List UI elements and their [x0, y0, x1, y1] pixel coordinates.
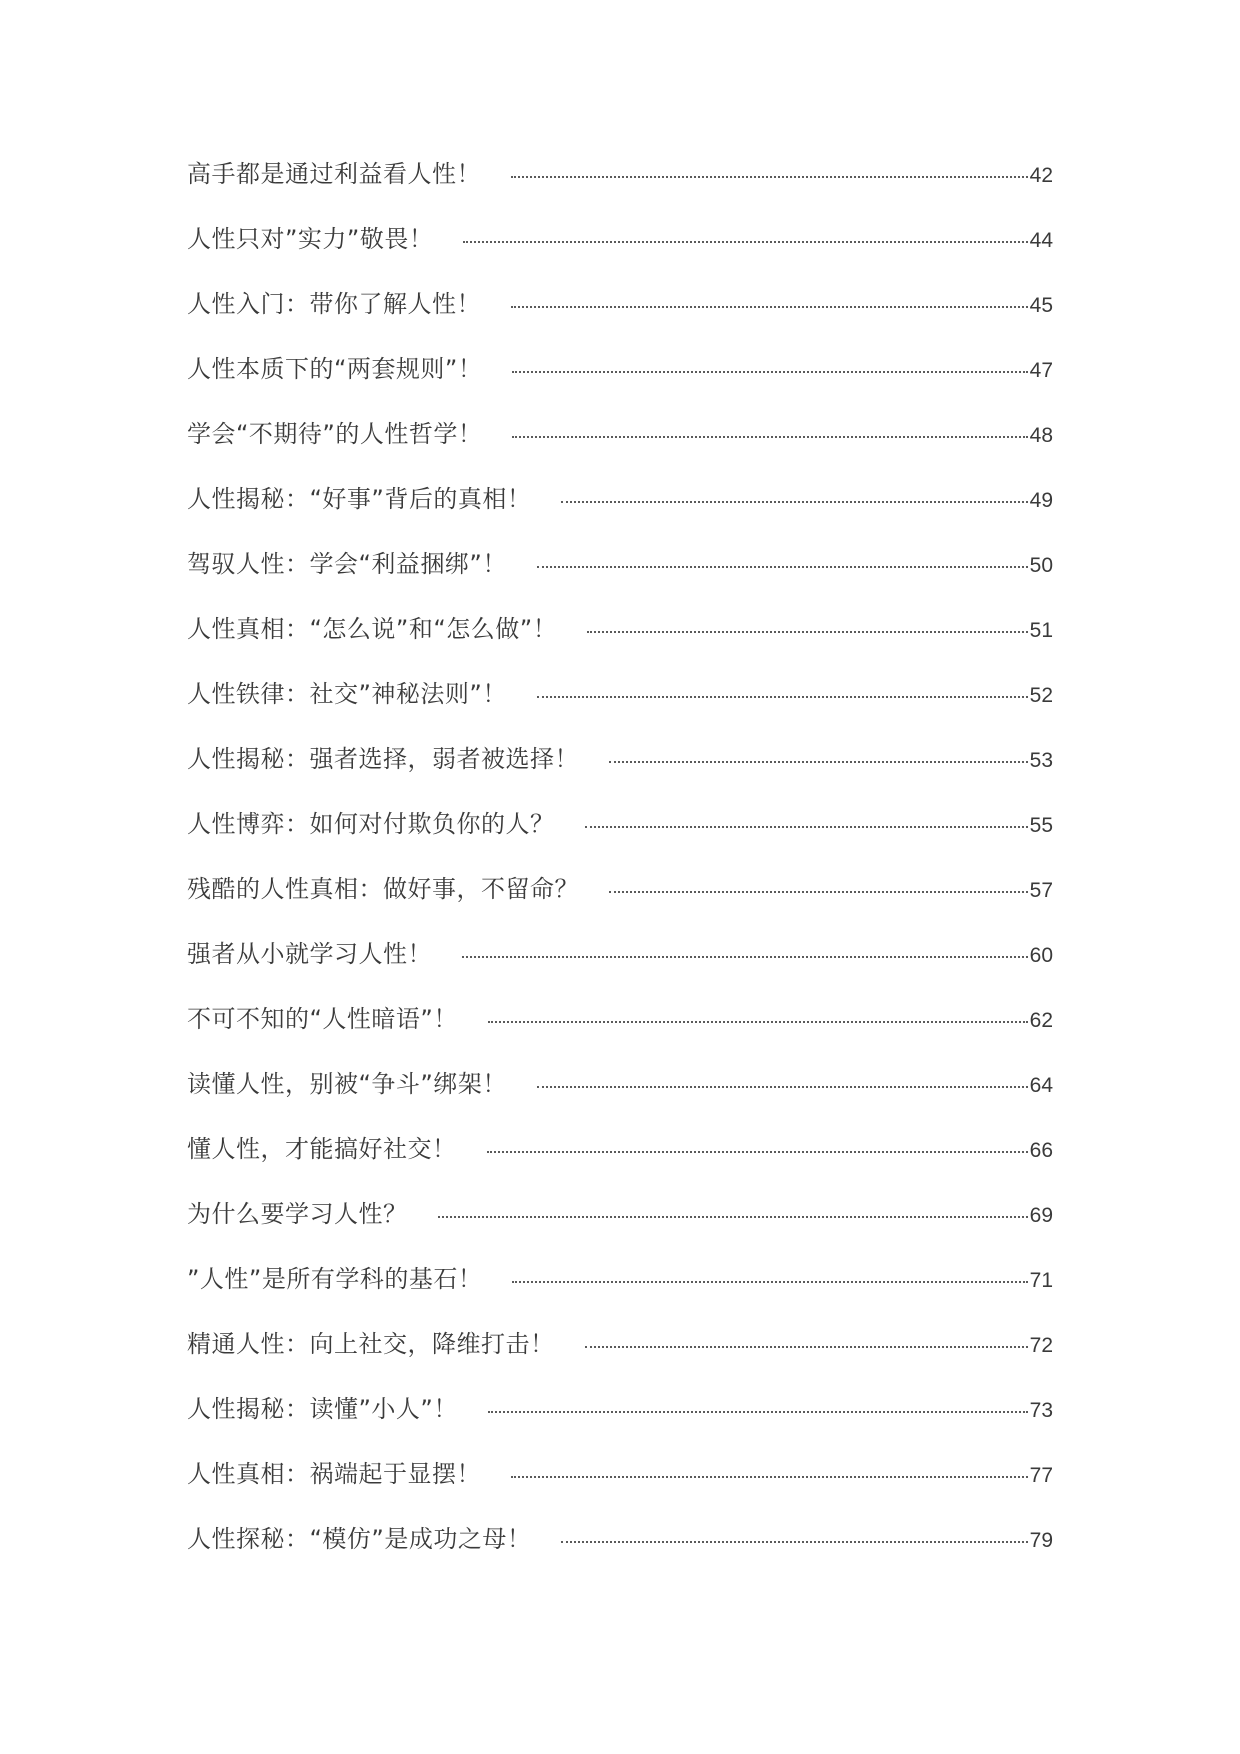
- toc-entry-title: 不可不知的“人性暗语”！: [187, 1005, 458, 1033]
- dot-leader: [512, 436, 1027, 438]
- toc-entry[interactable]: [187, 1003, 1053, 1068]
- dot-leader: [609, 891, 1028, 893]
- toc-entry[interactable]: [187, 288, 1053, 353]
- toc-entry[interactable]: [187, 1523, 1053, 1588]
- toc-entry-page: 52: [1029, 684, 1053, 707]
- toc-entry-page: 48: [1029, 424, 1053, 447]
- toc-entry-title: 人性真相：祸端起于显摆！: [187, 1460, 481, 1488]
- toc-entry[interactable]: [187, 483, 1053, 548]
- dot-leader: [585, 1346, 1028, 1348]
- toc-entry-page: 44: [1029, 229, 1053, 252]
- dot-leader: [585, 826, 1028, 828]
- toc-entry-title: 人性铁律：社交”神秘法则”！: [187, 680, 507, 708]
- toc-entry-page: 77: [1029, 1464, 1053, 1487]
- dot-leader: [587, 631, 1027, 633]
- toc-entry[interactable]: [187, 1198, 1053, 1263]
- dot-leader: [511, 176, 1028, 178]
- toc-entry[interactable]: [187, 1263, 1053, 1328]
- toc-entry-title: 学会“不期待”的人性哲学！: [187, 420, 483, 448]
- toc-entry-page: 53: [1029, 749, 1053, 772]
- dot-leader: [561, 501, 1027, 503]
- toc-entry-title: 驾驭人性：学会“利益捆绑”！: [187, 550, 507, 578]
- dot-leader: [488, 1411, 1028, 1413]
- toc-entry-title: 人性揭秘：强者选择，弱者被选择！: [187, 745, 579, 773]
- toc-entry-page: 79: [1029, 1529, 1053, 1552]
- toc-entry-page: 50: [1029, 554, 1053, 577]
- toc-entry-page: 62: [1029, 1009, 1053, 1032]
- dot-leader: [609, 761, 1028, 763]
- dot-leader: [463, 241, 1027, 243]
- dot-leader: [537, 696, 1028, 698]
- toc-entry-page: 71: [1029, 1269, 1053, 1292]
- toc-entry[interactable]: [187, 353, 1053, 418]
- dot-leader: [561, 1541, 1027, 1543]
- toc-entry[interactable]: [187, 548, 1053, 613]
- toc-entry-title: 人性只对”实力”敬畏！: [187, 225, 434, 253]
- toc-entry-title: 为什么要学习人性？: [187, 1200, 408, 1228]
- toc-entry-title: 精通人性：向上社交，降维打击！: [187, 1330, 555, 1358]
- toc-entry-title: 强者从小就学习人性！: [187, 940, 432, 968]
- dot-leader: [438, 1216, 1028, 1218]
- toc-entry-page: 57: [1029, 879, 1053, 902]
- toc-entry-page: 55: [1029, 814, 1053, 837]
- toc-entry-title: 残酷的人性真相：做好事，不留命？: [187, 875, 579, 903]
- dot-leader: [511, 1476, 1028, 1478]
- dot-leader: [512, 371, 1027, 373]
- toc-entry-page: 45: [1029, 294, 1053, 317]
- toc-entry-page: 64: [1029, 1074, 1053, 1097]
- toc-entry[interactable]: [187, 418, 1053, 483]
- toc-entry-title: 人性入门：带你了解人性！: [187, 290, 481, 318]
- toc-entry-title: 人性真相：“怎么说”和“怎么做”！: [187, 615, 558, 643]
- toc-entry[interactable]: [187, 678, 1053, 743]
- toc-entry-title: ”人性”是所有学科的基石！: [187, 1265, 483, 1293]
- toc-entry-title: 人性揭秘：读懂”小人”！: [187, 1395, 458, 1423]
- toc-entry[interactable]: [187, 223, 1053, 288]
- toc-entry[interactable]: [187, 808, 1053, 873]
- toc-entry[interactable]: [187, 938, 1053, 1003]
- toc-entry-page: 73: [1029, 1399, 1053, 1422]
- dot-leader: [487, 1151, 1028, 1153]
- toc-entry-page: 69: [1029, 1204, 1053, 1227]
- toc-entry-title: 人性本质下的“两套规则”！: [187, 355, 483, 383]
- toc-entry-title: 高手都是通过利益看人性！: [187, 160, 481, 188]
- dot-leader: [537, 1086, 1028, 1088]
- toc-entry-title: 人性探秘：“模仿”是成功之母！: [187, 1525, 532, 1553]
- toc-entry[interactable]: [187, 1068, 1053, 1133]
- toc-entry-title: 读懂人性，别被“争斗”绑架！: [187, 1070, 507, 1098]
- dot-leader: [462, 956, 1028, 958]
- toc-entry-page: 51: [1029, 619, 1053, 642]
- table-of-contents: [187, 158, 1053, 1588]
- toc-entry[interactable]: [187, 1458, 1053, 1523]
- toc-entry-page: 66: [1029, 1139, 1053, 1162]
- toc-entry-title: 人性博弈：如何对付欺负你的人？: [187, 810, 555, 838]
- toc-entry[interactable]: [187, 613, 1053, 678]
- toc-entry-page: 49: [1029, 489, 1053, 512]
- toc-entry-page: 47: [1029, 359, 1053, 382]
- dot-leader: [512, 1281, 1027, 1283]
- toc-entry[interactable]: [187, 1328, 1053, 1393]
- toc-entry-page: 60: [1029, 944, 1053, 967]
- toc-entry-page: 42: [1029, 164, 1053, 187]
- dot-leader: [488, 1021, 1028, 1023]
- toc-entry-title: 懂人性，才能搞好社交！: [187, 1135, 457, 1163]
- dot-leader: [511, 306, 1028, 308]
- toc-entry[interactable]: [187, 1133, 1053, 1198]
- toc-entry[interactable]: [187, 158, 1053, 223]
- toc-entry[interactable]: [187, 743, 1053, 808]
- dot-leader: [537, 566, 1028, 568]
- toc-entry[interactable]: [187, 873, 1053, 938]
- toc-entry[interactable]: [187, 1393, 1053, 1458]
- toc-entry-title: 人性揭秘：“好事”背后的真相！: [187, 485, 532, 513]
- toc-entry-page: 72: [1029, 1334, 1053, 1357]
